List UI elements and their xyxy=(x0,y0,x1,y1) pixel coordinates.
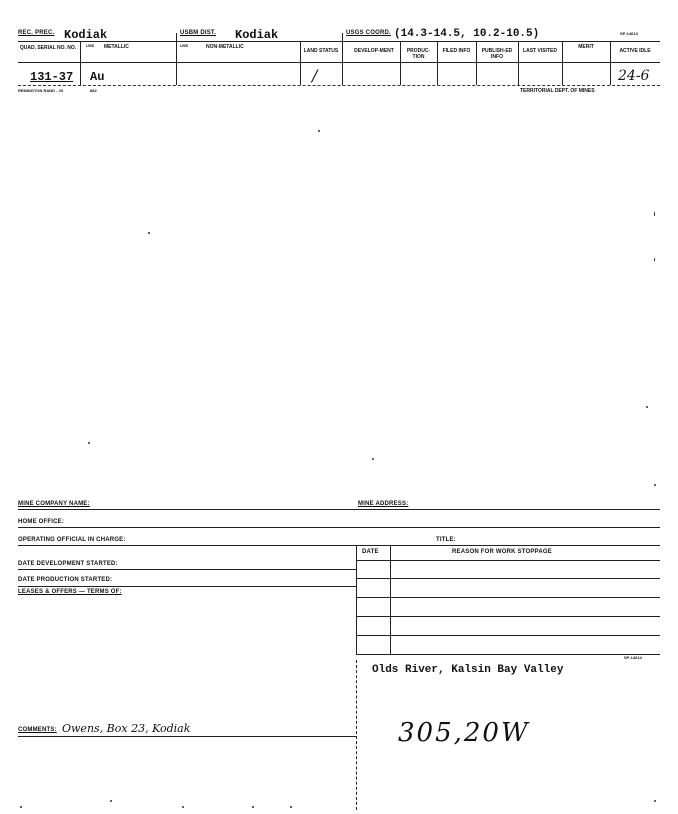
stoppage-table-date-sep xyxy=(390,545,391,655)
col-filed-info: FILED INFO xyxy=(442,48,471,54)
col-quad-serial: QUAD. SERIAL NO. NO. xyxy=(19,45,77,51)
mine-company-label: MINE COMPANY NAME: xyxy=(18,501,90,507)
stoppage-row-line xyxy=(356,635,660,636)
col-use-1: USE xyxy=(86,43,95,48)
location-typed: Olds River, Kalsin Bay Valley xyxy=(372,664,564,676)
row1-bottom-line xyxy=(18,85,660,86)
stoppage-row-line xyxy=(356,578,660,579)
row1-quad-serial: 131-37 xyxy=(30,70,74,84)
handwritten-number: 305,20W xyxy=(398,718,530,748)
date-production-label: DATE PRODUCTION STARTED: xyxy=(18,577,113,583)
stoppage-table-left xyxy=(356,545,357,655)
col-published-info: PUBLISH-ED INFO xyxy=(481,48,513,60)
scan-speck xyxy=(252,806,254,808)
scan-speck xyxy=(88,442,90,444)
comments-value: Owens, Box 23, Kodiak xyxy=(62,722,191,735)
home-office-label: HOME OFFICE: xyxy=(18,519,65,525)
col-sep-quad xyxy=(80,41,81,85)
scan-speck xyxy=(182,806,184,808)
col-active-idle: ACTIVE IDLE xyxy=(619,48,651,54)
stoppage-row-line xyxy=(356,597,660,598)
scan-speck xyxy=(110,800,112,802)
row1-metallic: Au xyxy=(90,70,105,84)
col-land-status: LAND STATUS xyxy=(303,48,339,54)
scan-speck xyxy=(318,130,320,132)
scan-speck xyxy=(654,800,656,802)
title-label: TITLE: xyxy=(436,537,456,543)
mine-address-label: MINE ADDRESS: xyxy=(358,501,409,507)
scan-speck xyxy=(148,232,150,234)
scan-speck xyxy=(654,258,655,261)
comments-label: COMMENTS: xyxy=(18,727,57,733)
stoppage-row-line xyxy=(356,654,660,655)
date-column-header: DATE xyxy=(362,549,379,555)
divider-2 xyxy=(342,33,343,85)
printer-mark: REMINGTON RAND - 20 xyxy=(18,88,64,93)
usgs-coord-value: (14.3-14.5, 10.2-10.5) xyxy=(394,28,540,40)
col-non-metallic: NON-METALLIC xyxy=(206,44,244,50)
leases-offers-label: LEASES & OFFERS — TERMS OF: xyxy=(18,589,122,595)
date-development-label: DATE DEVELOPMENT STARTED: xyxy=(18,561,118,567)
col-last-visited: LAST VISITED xyxy=(523,48,557,54)
stoppage-row-line xyxy=(356,560,660,561)
scan-speck xyxy=(20,806,22,808)
col-sep-land xyxy=(300,41,301,85)
scan-speck xyxy=(654,484,656,486)
divider-1 xyxy=(176,33,177,85)
home-office-line xyxy=(18,527,660,528)
lower-divider xyxy=(356,660,357,810)
printer-code: 882 xyxy=(90,88,97,93)
stoppage-row-line xyxy=(356,616,660,617)
dept-label: TERRITORIAL DEPT. OF MINES xyxy=(520,88,595,94)
operating-official-line xyxy=(18,545,660,546)
scan-speck xyxy=(654,212,655,216)
rec-prec-value: Kodiak xyxy=(64,28,108,42)
usbm-dist-label: USBM DIST. xyxy=(180,30,217,36)
row1-active-idle: 24-6 xyxy=(618,68,650,84)
operating-official-label: OPERATING OFFICIAL IN CHARGE: xyxy=(18,537,126,543)
reason-column-header: REASON FOR WORK STOPPAGE xyxy=(452,549,552,555)
form-number: SP-14613 xyxy=(620,31,638,36)
col-merit: MERIT xyxy=(578,44,594,50)
rec-prec-label: REC. PREC. xyxy=(18,30,55,36)
col-development: DEVELOP-MENT xyxy=(354,48,394,54)
mine-company-line xyxy=(18,509,660,510)
date-production-line xyxy=(18,586,356,587)
row1-land-status: / xyxy=(312,66,318,85)
scan-speck xyxy=(290,806,292,808)
usbm-dist-value: Kodiak xyxy=(235,28,279,42)
top-header-bottom-line xyxy=(18,41,660,42)
col-production: PRODUC-TION xyxy=(406,48,431,60)
form-number-2: SP-14614 xyxy=(624,655,642,660)
scan-speck xyxy=(372,458,374,460)
col-use-2: USE xyxy=(180,43,189,48)
column-header-bottom-line xyxy=(18,62,660,63)
scan-speck xyxy=(646,406,648,408)
comments-line xyxy=(18,736,356,737)
col-metallic: METALLIC xyxy=(104,44,129,50)
date-development-line xyxy=(18,569,356,570)
usgs-coord-label: USGS COORD. xyxy=(346,30,391,36)
